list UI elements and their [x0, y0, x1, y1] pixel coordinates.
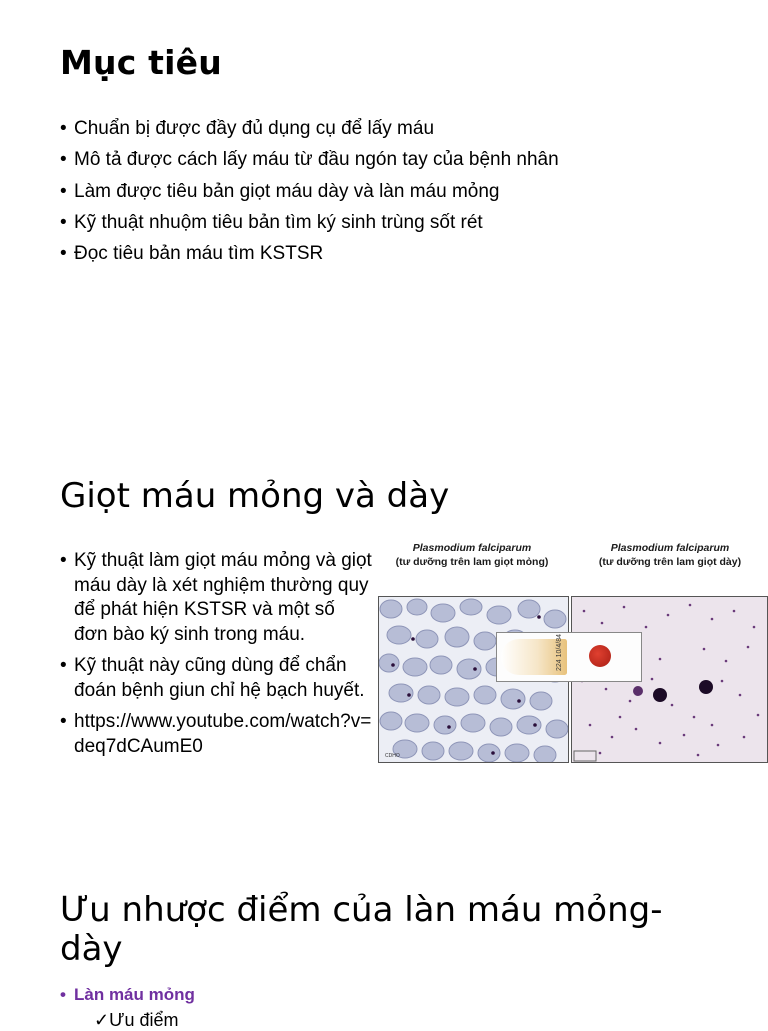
list-item: • Làm được tiêu bản giọt máu dày và làn máu mỏng — [60, 176, 559, 207]
list-item: • Đọc tiêu bản máu tìm KSTSR — [60, 238, 559, 269]
list-item: • Làn máu mỏng — [60, 979, 195, 1010]
thick-drop — [589, 645, 611, 667]
left-caption: Plasmodium falciparum (tư dưỡng trên lam giọt mỏng) — [395, 542, 549, 568]
slide-title: Ưu nhược điểm của làn máu mỏng-dày — [60, 890, 663, 969]
slide-title: Mục tiêu — [60, 43, 222, 82]
slide-title: Giọt máu mỏng và dày — [60, 476, 450, 516]
slide-photo-inset — [496, 632, 642, 682]
list-item: • Kỹ thuật này cũng dùng để chẩn đoán bệnh giun chỉ hệ bạch huyết. — [60, 654, 372, 703]
check-icon: ✓ — [94, 1010, 110, 1030]
corner-label: CDHO — [385, 753, 400, 759]
list-item: • Kỹ thuật làm giọt máu mỏng và giọt máu dày là xét nghiệm thường quy để phát hiện KSTSR và một số đơn bào ký sinh trong máu. — [60, 549, 372, 647]
list-item: • Kỹ thuật nhuộm tiêu bản tìm ký sinh trùng sốt rét — [60, 207, 559, 238]
list-item: • Chuẩn bị được đầy đủ dụng cụ để lấy máu — [60, 113, 559, 144]
objectives-list — [60, 113, 559, 269]
right-caption: Plasmodium falciparum (tư dưỡng trên lam giọt dày) — [598, 542, 742, 568]
list-item: • https://www.youtube.com/watch?v=deq7dCAumE0 — [60, 710, 372, 759]
malaria-smear-figure — [376, 539, 768, 765]
sub-item-label: Ưu điểm — [109, 1010, 179, 1030]
sub-item — [94, 1010, 179, 1031]
pros-cons-list — [60, 979, 195, 1010]
list-item: • Mô tả được cách lấy máu từ đầu ngón tay của bệnh nhân — [60, 144, 559, 175]
smear-list — [60, 549, 372, 766]
slide-label: 224 10/4/84 — [555, 634, 563, 671]
